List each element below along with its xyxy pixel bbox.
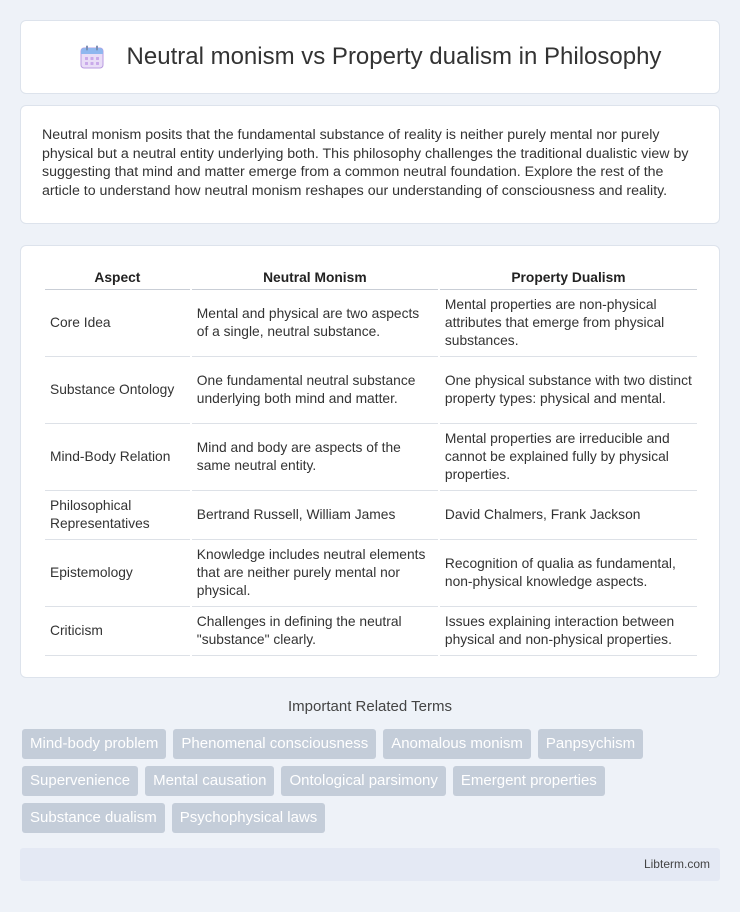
table-cell: Mental and physical are two aspects of a single, neutral substance. bbox=[192, 290, 438, 357]
table-cell: Mental properties are irreducible and cannot be explained fully by physical properties. bbox=[440, 424, 697, 491]
related-term-tag[interactable]: Supervenience bbox=[22, 766, 138, 796]
table-cell: One physical substance with two distinct property types: physical and mental. bbox=[440, 357, 697, 424]
footer bbox=[20, 848, 720, 881]
table-cell: Mind and body are aspects of the same neutral entity. bbox=[192, 424, 438, 491]
table-row bbox=[45, 607, 697, 656]
header-aspect: Aspect bbox=[45, 266, 190, 290]
footer-brand-link[interactable]: Libterm.com bbox=[643, 857, 710, 871]
table-row bbox=[45, 424, 697, 491]
table-cell: Recognition of qualia as fundamental, non-physical knowledge aspects. bbox=[440, 540, 697, 607]
table-cell: Mental properties are non-physical attributes that emerge from physical substances. bbox=[440, 290, 697, 357]
table-cell: Philosophical Representatives bbox=[45, 491, 190, 540]
table-row bbox=[45, 540, 697, 607]
table-cell: Bertrand Russell, William James bbox=[192, 491, 438, 540]
table-cell: One fundamental neutral substance underlying both mind and matter. bbox=[192, 357, 438, 424]
table-row bbox=[45, 491, 697, 540]
intro-paragraph: Neutral monism posits that the fundamental substance of reality is neither purely mental nor purely physical but a neutral entity underlying both. This philosophy challenges the traditional dualistic view by suggesting that mind and matter emerge from a common neutral foundation. Explore the rest of the article to understand how neutral monism reshapes our understanding of consciousness and reality. bbox=[20, 105, 720, 224]
related-term-tag[interactable]: Emergent properties bbox=[453, 766, 605, 796]
related-term-tag[interactable]: Mind-body problem bbox=[22, 729, 166, 759]
table-cell: Epistemology bbox=[45, 540, 190, 607]
related-term-tag[interactable]: Substance dualism bbox=[22, 803, 165, 833]
comparison-table bbox=[43, 266, 699, 656]
table-cell: Core Idea bbox=[45, 290, 190, 357]
table-cell: Substance Ontology bbox=[45, 357, 190, 424]
related-term-tag[interactable]: Ontological parsimony bbox=[281, 766, 445, 796]
related-term-tag[interactable]: Mental causation bbox=[145, 766, 274, 796]
comparison-table-card bbox=[20, 245, 720, 678]
table-cell: Issues explaining interaction between physical and non-physical properties. bbox=[440, 607, 697, 656]
table-header-row bbox=[45, 266, 697, 290]
related-terms-list bbox=[22, 729, 722, 833]
related-term-tag[interactable]: Psychophysical laws bbox=[172, 803, 326, 833]
related-term-tag[interactable]: Anomalous monism bbox=[383, 729, 531, 759]
calendar-icon bbox=[79, 44, 105, 70]
table-cell: Knowledge includes neutral elements that are neither purely mental nor physical. bbox=[192, 540, 438, 607]
table-cell: David Chalmers, Frank Jackson bbox=[440, 491, 697, 540]
related-term-tag[interactable]: Phenomenal consciousness bbox=[173, 729, 376, 759]
table-row bbox=[45, 357, 697, 424]
table-cell: Challenges in defining the neutral "substance" clearly. bbox=[192, 607, 438, 656]
header-neutral-monism: Neutral Monism bbox=[192, 266, 438, 290]
table-cell: Criticism bbox=[45, 607, 190, 656]
related-term-tag[interactable]: Panpsychism bbox=[538, 729, 643, 759]
header-property-dualism: Property Dualism bbox=[440, 266, 697, 290]
table-row bbox=[45, 290, 697, 357]
page-header bbox=[20, 20, 720, 94]
table-cell: Mind-Body Relation bbox=[45, 424, 190, 491]
page-title: Neutral monism vs Property dualism in Philosophy bbox=[126, 43, 662, 70]
related-terms-title: Important Related Terms bbox=[288, 698, 452, 715]
